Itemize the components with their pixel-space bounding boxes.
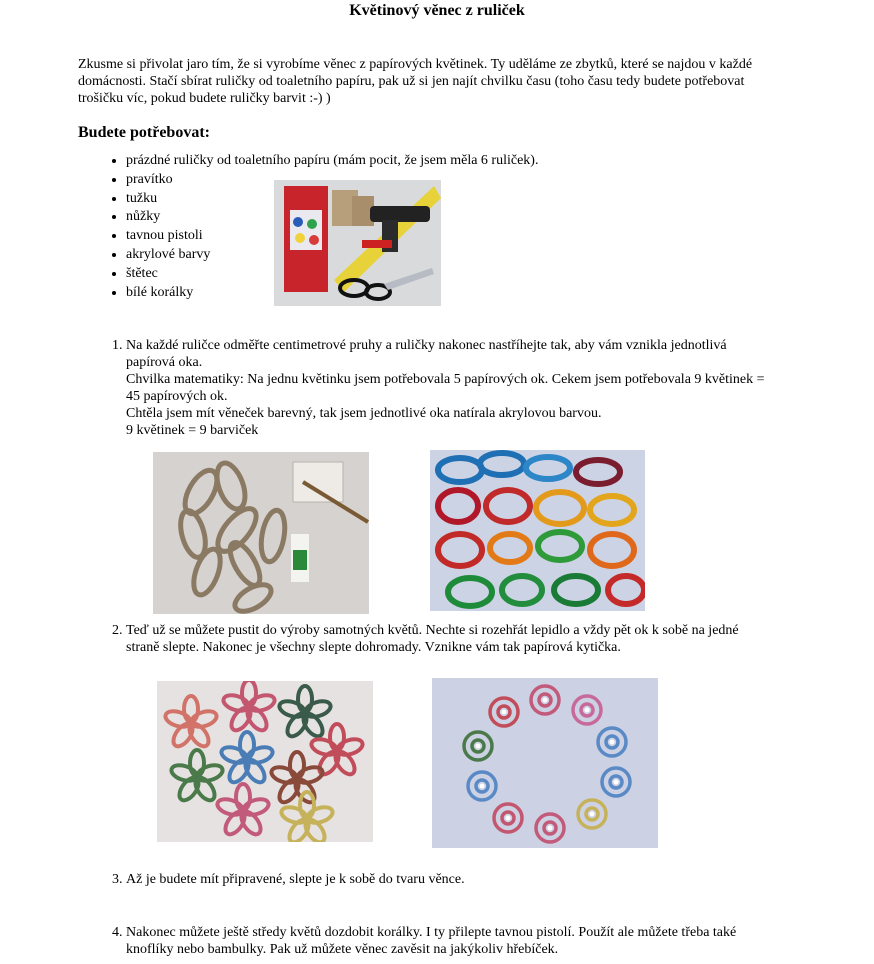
list-item: • tavnou pistoli [126,227,538,246]
page-title: Květinový věnec z ruliček [349,2,525,19]
painted-loops-photo [430,450,645,611]
step-list-3 [104,871,766,888]
step-list-4 [104,924,766,958]
step-list-2 [104,622,766,656]
step-text: 2. Teď už se můžete pustit do výroby samotných květů. Nechte si rozehřát lepidlo a vždy pět ok k sobě na jedné straně slepte. Nakonec je všechny slepte dohromady. Vznikne vám tak papírová kytička. [126,623,739,655]
step-item [126,924,766,958]
list-item: • štětec [126,265,538,284]
step-text: 4. Nakonec můžete ještě středy květů dozdobit korálky. I ty přilepte tavnou pistolí. Použít ale můžete třeba také knoflíky nebo bambulky. Pak už můžete věnec zavěsit na jakýkoliv hřebíček. [126,925,737,957]
step-text: Chvilka matematiky: Na jednu květinku jsem potřebovala 5 papírových ok. Cekem jsem potřebovala 9 květinek = 45 papírových ok. [126,372,765,404]
step-text: 1. Na každé ruličce odměřte centimetrové pruhy a ruličky nakonec nastříhejte tak, aby vám vznikla jednotlivá papírová oka. [126,338,727,370]
intro-paragraph: Zkusme si přivolat jaro tím, že si vyrobíme věnec z papírových květinek. Ty uděláme ze zbytků, které se najdou v každé domácnosti. Stačí sbírat ruličky od toaletního papíru, pak už si jen najít chvilku času (toho času tedy budete potřebovat trošičku víc, pokud budete ruličky barvit :-) ) [78,57,753,106]
list-item: • prázdné ruličky od toaletního papíru (mám pocit, že jsem měla 6 ruliček). [126,152,538,171]
step-item [126,337,766,439]
supplies-photo [274,180,441,306]
wreath-photo [432,678,658,848]
list-item: • tužku [126,190,538,209]
step-text: Chtěla jsem mít věneček barevný, tak jsem jednotlivé oka natírala akrylovou barvou. [126,406,602,421]
cardboard-loops-photo [153,452,369,614]
step-item [126,871,766,888]
step-item [126,622,766,656]
step-text: 3. Až je budete mít připravené, slepte je k sobě do tvaru věnce. [126,872,465,887]
list-item: • pravítko [126,171,538,190]
supplies-heading: Budete potřebovat: [78,124,210,141]
list-item: • bílé korálky [126,284,538,303]
step-list-1 [104,337,766,439]
step-text: 9 květinek = 9 barviček [126,423,259,438]
list-item: • akrylové barvy [126,246,538,265]
paper-flowers-photo [157,681,373,842]
list-item: • nůžky [126,208,538,227]
